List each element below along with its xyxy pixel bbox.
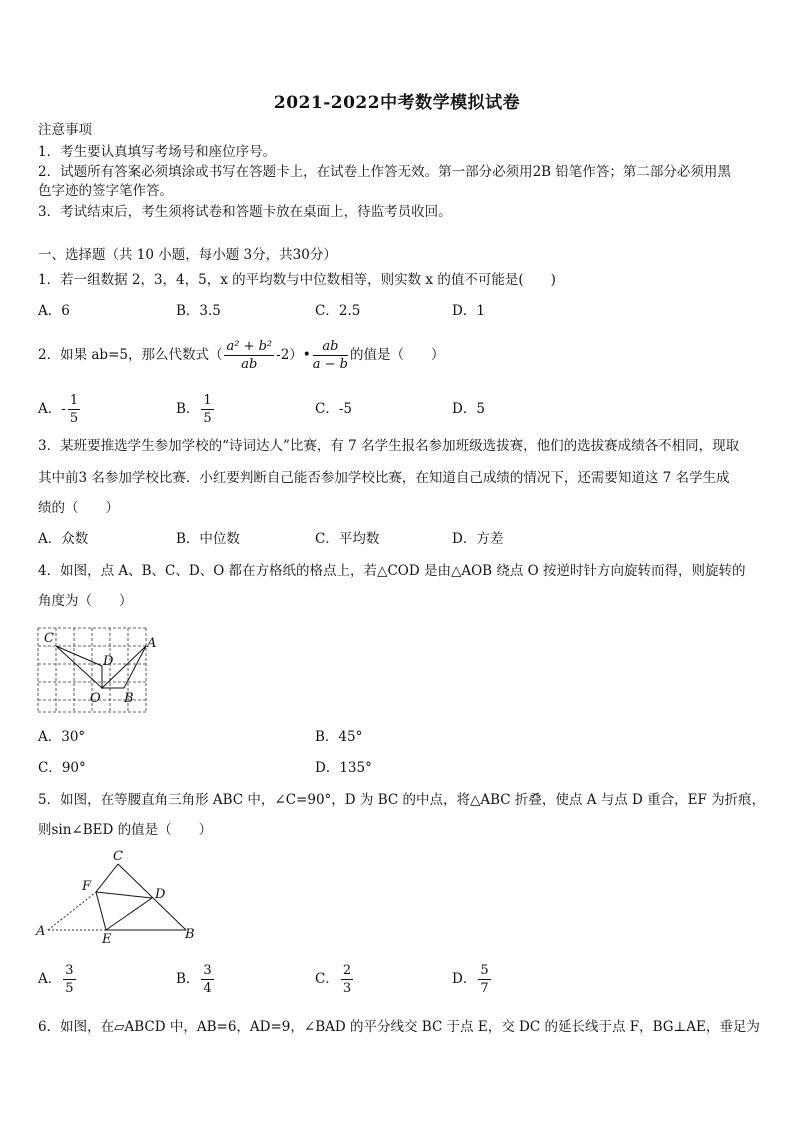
q5-option-a-num: 3: [65, 963, 74, 978]
q5-label-b: B: [185, 927, 195, 942]
q5-option-c: [315, 960, 355, 998]
q5-option-b-label: B．: [176, 971, 200, 987]
q3-option-b: B．中位数: [176, 531, 240, 547]
q1-option-d: D．1: [452, 303, 485, 319]
q5-option-a: [38, 960, 78, 998]
q5-option-c-den: 3: [342, 981, 352, 996]
q2-frac2-den: a − b: [312, 357, 348, 372]
q2-frac2-num: ab: [313, 338, 348, 356]
q2-option-b: [176, 390, 216, 428]
q1-option-a: A．6: [38, 303, 70, 319]
q5-option-d-den: 7: [480, 981, 489, 996]
question-2-text: [38, 336, 445, 374]
q5-label-d: D: [155, 887, 166, 902]
note-item: 1．考生要认真填写考场号和座位序号。: [38, 144, 277, 160]
question-5-line: 则sin∠BED 的值是（ ）: [38, 822, 213, 838]
paper-title: 2021-2022中考数学模拟试卷: [273, 93, 521, 113]
question-4-line: 角度为（ ）: [38, 593, 133, 609]
q5-option-d-fraction: [478, 962, 490, 997]
q2-option-a: [38, 390, 82, 428]
q5-option-a-den: 5: [65, 981, 74, 996]
question-3-line: 绩的（ ）: [38, 500, 119, 516]
q2-option-b-label: B．: [176, 401, 200, 417]
q5-option-b-den: 4: [203, 981, 212, 996]
q2-option-a-fraction: [68, 392, 80, 427]
q4-option-b: B．45°: [315, 729, 363, 745]
q4-option-c: C．90°: [38, 760, 86, 776]
q5-option-c-label: C．: [315, 971, 339, 987]
note-item: 2．试题所有答案必须填涂或书写在答题卡上，在试卷上作答无效。第一部分必须用2B 铅笔作答；第二部分必须用黑: [38, 164, 731, 180]
q2-option-b-num: 1: [203, 393, 212, 408]
q5-label-c: C: [113, 849, 123, 864]
q2-frac1-num: a² + b²: [226, 339, 273, 354]
q4-label-b: B: [124, 691, 134, 706]
q5-triangle-figure: [34, 846, 204, 946]
q2-suffix: 的值是（ ）: [350, 347, 445, 363]
q1-option-b: B．3.5: [176, 303, 221, 319]
question-5-line: 5．如图，在等腰直角三角形 ABC 中，∠C=90°，D 为 BC 的中点，将△ABC 折叠，使点 A 与点 D 重合，EF 为折痕，: [38, 792, 766, 808]
q2-option-c: C．-5: [315, 401, 352, 417]
q5-label-f: F: [82, 879, 92, 894]
q2-fraction-2: [313, 338, 348, 373]
note-item: 色字迹的签字笔作答。: [38, 183, 173, 199]
q5-option-c-num: 2: [342, 963, 352, 978]
q2-option-b-fraction: [201, 392, 213, 427]
q4-label-c: C: [44, 631, 54, 646]
q4-option-a: A．30°: [38, 729, 86, 745]
q4-option-d: D．135°: [315, 760, 372, 776]
q3-option-d: D．方差: [452, 531, 504, 547]
q2-option-a-den: 5: [69, 411, 79, 426]
q5-option-b: [176, 960, 216, 998]
section-heading: 一、选择题（共 10 小题，每小题 3分，共30分）: [38, 247, 337, 263]
q2-fraction-1: [224, 338, 274, 373]
q4-grid-figure: [36, 626, 157, 714]
q5-option-c-fraction: [341, 962, 353, 997]
q2-middle: -2）•: [276, 347, 311, 363]
question-3-line: 其中前3 名参加学校比赛．小红要判断自己能否参加学校比赛，在知道自己成绩的情况下，还需要知道这 7 名学生成: [38, 470, 730, 486]
q5-option-b-num: 3: [203, 963, 212, 978]
notes-heading: 注意事项: [38, 122, 92, 138]
q2-option-a-num: 1: [69, 393, 79, 408]
q5-label-a: A: [36, 924, 46, 939]
q2-frac1-den: ab: [241, 357, 258, 372]
question-1-text: 1．若一组数据 2，3，4，5，x 的平均数与中位数相等，则实数 x 的值不可能是( ): [38, 272, 556, 288]
question-4-line: 4．如图，点 A、B、C、D、O 都在方格纸的格点上，若△COD 是由△AOB 绕点 O 按逆时针方向旋转而得，则旋转的: [38, 563, 746, 579]
q4-label-d: D: [103, 654, 114, 669]
q3-option-c: C．平均数: [315, 531, 380, 547]
q3-option-a: A．众数: [38, 531, 89, 547]
q2-prefix: 2．如果 ab=5，那么代数式（: [38, 347, 223, 363]
question-3-line: 3．某班要推选学生参加学校的“诗词达人”比赛，有 7 名学生报名参加班级选拔赛，他们的选拔赛成绩各不相同，现取: [38, 438, 740, 454]
q5-option-a-fraction: [63, 962, 75, 997]
q4-label-o: O: [90, 691, 101, 706]
note-item: 3．考试结束后，考生须将试卷和答题卡放在桌面上，待监考员收回。: [38, 204, 452, 220]
q2-option-a-label: A．-: [38, 401, 66, 417]
q5-option-a-label: A．: [38, 971, 62, 987]
q5-label-e: E: [102, 932, 112, 947]
q5-option-d-label: D．: [452, 971, 477, 987]
q5-option-d: [452, 960, 493, 998]
q2-option-b-den: 5: [203, 411, 212, 426]
q5-option-d-num: 5: [480, 963, 489, 978]
q5-option-b-fraction: [201, 962, 213, 997]
question-6-text: 6．如图，在▱ABCD 中，AB=6，AD=9，∠BAD 的平分线交 BC 于点 E，交 DC 的延长线于点 F，BG⊥AE，垂足为: [38, 1019, 760, 1035]
q1-option-c: C．2.5: [315, 303, 361, 319]
q2-option-d: D．5: [452, 401, 485, 417]
q5-triangle-lines: [96, 864, 186, 930]
q4-label-a: A: [147, 636, 157, 651]
